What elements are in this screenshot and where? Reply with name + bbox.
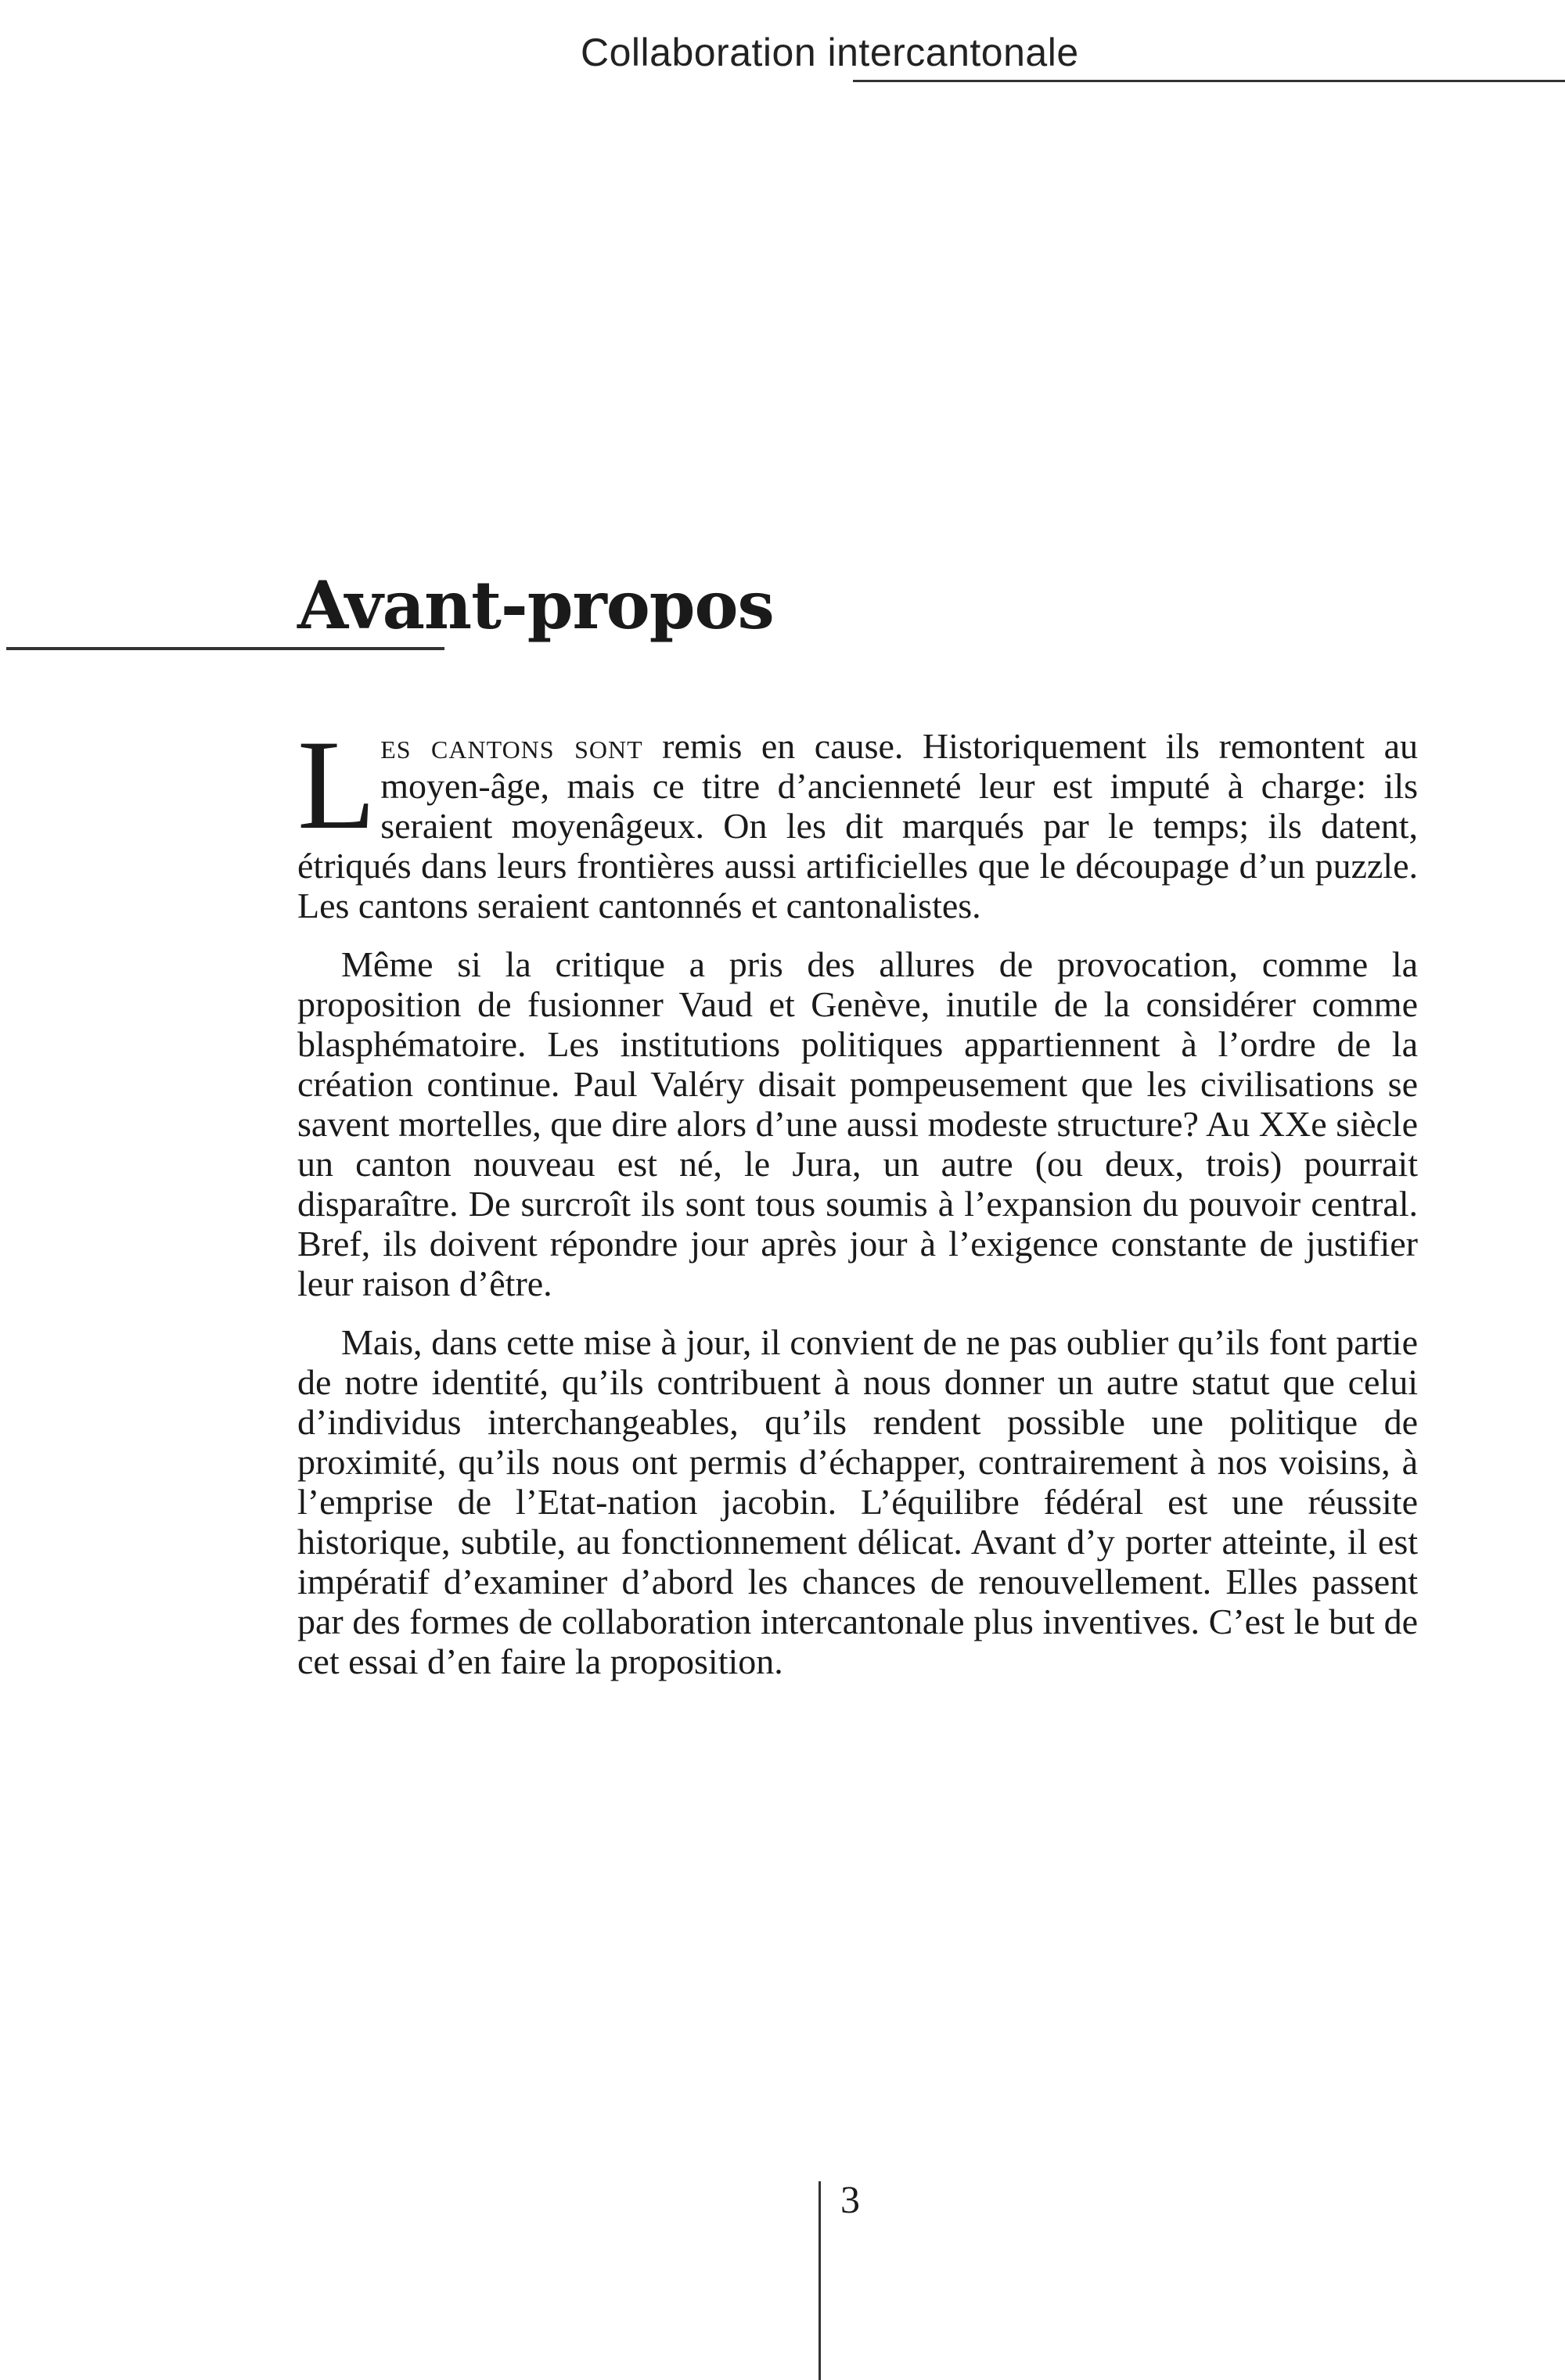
paragraph-3: Mais, dans cette mise à jour, il convient de ne pas oublier qu’ils font partie de notre identité, qu’ils contribuent à nous donner un autre statut que celui d’individus interchangeables, qu’ils rendent possible une politique de proximité, qu’ils nous ont permis d’échapper, contrairement à nos voisins, à l’emprise de l’Etat-nation jacobin. L’équilibre fédéral est une réussite historique, subtile, au fonctionnement délicat. Avant d’y porter atteinte, il est impératif d’examiner d’abord les chances de renouvellement. Elles passent par des formes de collaboration intercantonale plus inventives. C’est le but de cet essai d’en faire la proposition.: [297, 1322, 1418, 1681]
title-rule: [6, 647, 444, 650]
page-number: 3: [840, 2177, 860, 2221]
paragraph-1: [297, 714, 1418, 926]
body-text: [297, 714, 1418, 1700]
folio-rule: [818, 2181, 821, 2380]
header-rule: [853, 80, 1565, 82]
paragraph-2: Même si la critique a pris des allures de provocation, comme la proposition de fusionner Vaud et Genève, inutile de la considérer comme blasphématoire. Les institutions politiques appartiennent à l’ordre de la création continue. Paul Valéry disait pompeusement que les civilisations se savent mortelles, que dire alors d’une aussi modeste structure? Au XXe siècle un canton nouveau est né, le Jura, un autre (ou deux, trois) pourrait disparaître. De surcroît ils sont tous soumis à l’expansion du pouvoir central. Bref, ils doivent répondre jour après jour à l’exigence constante de justifier leur raison d’être.: [297, 944, 1418, 1303]
drop-cap: L: [297, 714, 376, 856]
page-title: Avant-propos: [297, 566, 774, 644]
paragraph-1-text: remis en cause. Historiquement ils remontent au moyen-âge, mais ce titre d’ancienneté leur est imputé à charge: ils seraient moyenâgeux. On les dit marqués par le temps; ils datent, étriqués dans leurs frontières aussi artificielles que le découpage d’un puzzle. Les cantons seraient cantonnés et cantonalistes.: [297, 726, 1418, 926]
small-caps-lead: es cantons sont: [380, 726, 643, 766]
running-header: Collaboration intercantonale: [581, 31, 1079, 74]
